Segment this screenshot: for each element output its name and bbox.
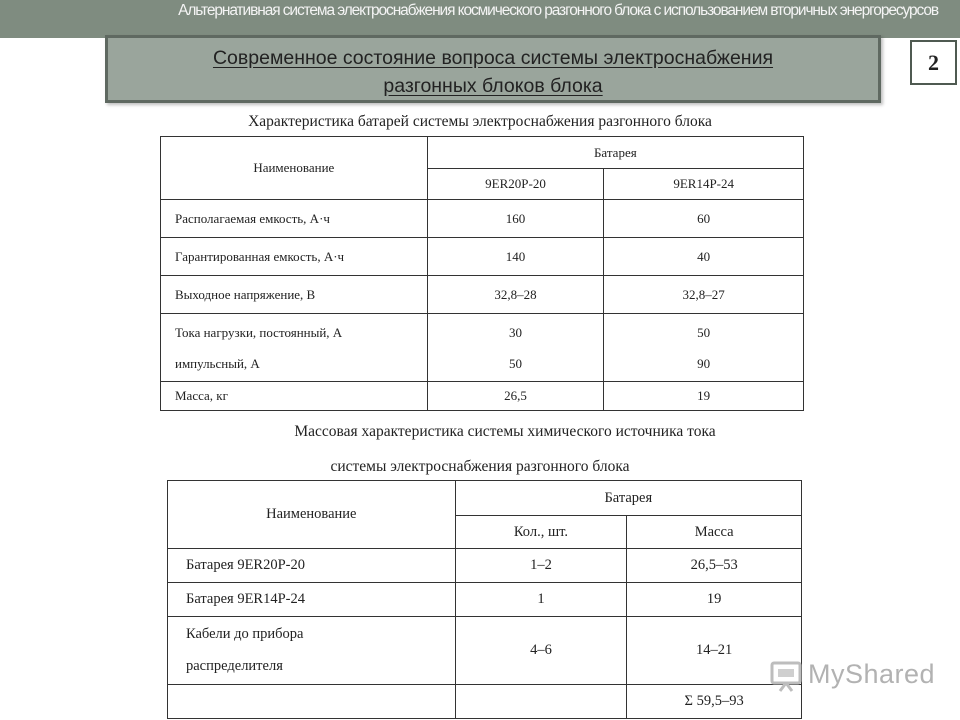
row-label-line2: импульсный, А [175, 355, 260, 371]
t2-header-qty: Кол., шт. [455, 516, 627, 549]
slide-heading-line2: разгонных блоков блока [383, 75, 603, 97]
cell-a [427, 314, 604, 382]
table2-caption-line1: Массовая характеристика системы химического источника тока [294, 423, 716, 440]
row-label: Гарантированная емкость, А·ч [161, 238, 428, 276]
top-bar [0, 0, 960, 38]
cell-a: 160 [427, 200, 604, 238]
page-number: 2 [910, 40, 957, 85]
empty-cell [455, 685, 627, 719]
cell-a: 32,8–28 [427, 276, 604, 314]
slide-heading [108, 44, 878, 100]
slide-heading-box [105, 35, 881, 103]
row-label-line1: Тока нагрузки, постоянный, А [175, 324, 343, 340]
cell-b [604, 314, 804, 382]
t2-header-name: Наименование [168, 481, 456, 549]
total-cell: Σ 59,5–93 [627, 685, 802, 719]
cell-a-line1: 30 [508, 324, 522, 340]
table1-caption: Характеристика батарей системы электроснабжения разгонного блока [248, 113, 712, 130]
t1-header-col-b: 9ER14P-24 [604, 169, 804, 200]
cell-b-line1: 50 [697, 324, 711, 340]
table-row [168, 583, 802, 617]
table-row [168, 617, 802, 685]
cell-mass: 26,5–53 [627, 549, 802, 583]
row-label: Батарея 9ER14P-24 [168, 583, 456, 617]
cell-b: 19 [604, 382, 804, 411]
row-label [161, 314, 428, 382]
table-row [161, 314, 804, 382]
row-label: Располагаемая емкость, А·ч [161, 200, 428, 238]
t1-header-name: Наименование [161, 137, 428, 200]
t1-header-col-a: 9ER20P-20 [427, 169, 604, 200]
table-row [161, 382, 804, 411]
watermark [768, 655, 936, 695]
slide-heading-line1: Современное состояние вопроса системы электроснабжения [212, 47, 774, 69]
t1-header-battery: Батарея [427, 137, 803, 169]
table-row [161, 238, 804, 276]
battery-characteristics-table [160, 136, 804, 411]
cell-a: 26,5 [427, 382, 604, 411]
empty-cell [168, 685, 456, 719]
watermark-text: MyShared [808, 659, 936, 689]
cell-b-line2: 90 [697, 355, 711, 371]
t2-header-mass: Масса [627, 516, 802, 549]
row-label: Батарея 9ER20P-20 [168, 549, 456, 583]
table-row [161, 200, 804, 238]
table-row [161, 276, 804, 314]
table-row [168, 685, 802, 719]
mass-characteristics-table [167, 480, 802, 719]
cell-qty: 1 [455, 583, 627, 617]
cell-a-line2: 50 [508, 355, 522, 371]
cell-b: 40 [604, 238, 804, 276]
table2-caption-line2: системы электроснабжения разгонного блока [330, 458, 630, 475]
cell-qty: 4–6 [455, 617, 627, 685]
cell-mass: 14–21 [627, 617, 802, 685]
row-label [168, 617, 456, 685]
cell-b: 60 [604, 200, 804, 238]
row-label-line2: распределителя [186, 658, 283, 674]
t2-header-battery: Батарея [455, 481, 801, 516]
cell-a: 140 [427, 238, 604, 276]
row-label: Масса, кг [161, 382, 428, 411]
presentation-title: Альтернативная система электроснабжения космического разгонного блока с использованием вторичных энергоресурсов [178, 2, 938, 19]
cell-qty: 1–2 [455, 549, 627, 583]
row-label: Выходное напряжение, В [161, 276, 428, 314]
cell-mass: 19 [627, 583, 802, 617]
row-label-line1: Кабели до прибора [186, 626, 304, 642]
table-row [168, 549, 802, 583]
cell-b: 32,8–27 [604, 276, 804, 314]
presentation-icon [770, 659, 806, 693]
